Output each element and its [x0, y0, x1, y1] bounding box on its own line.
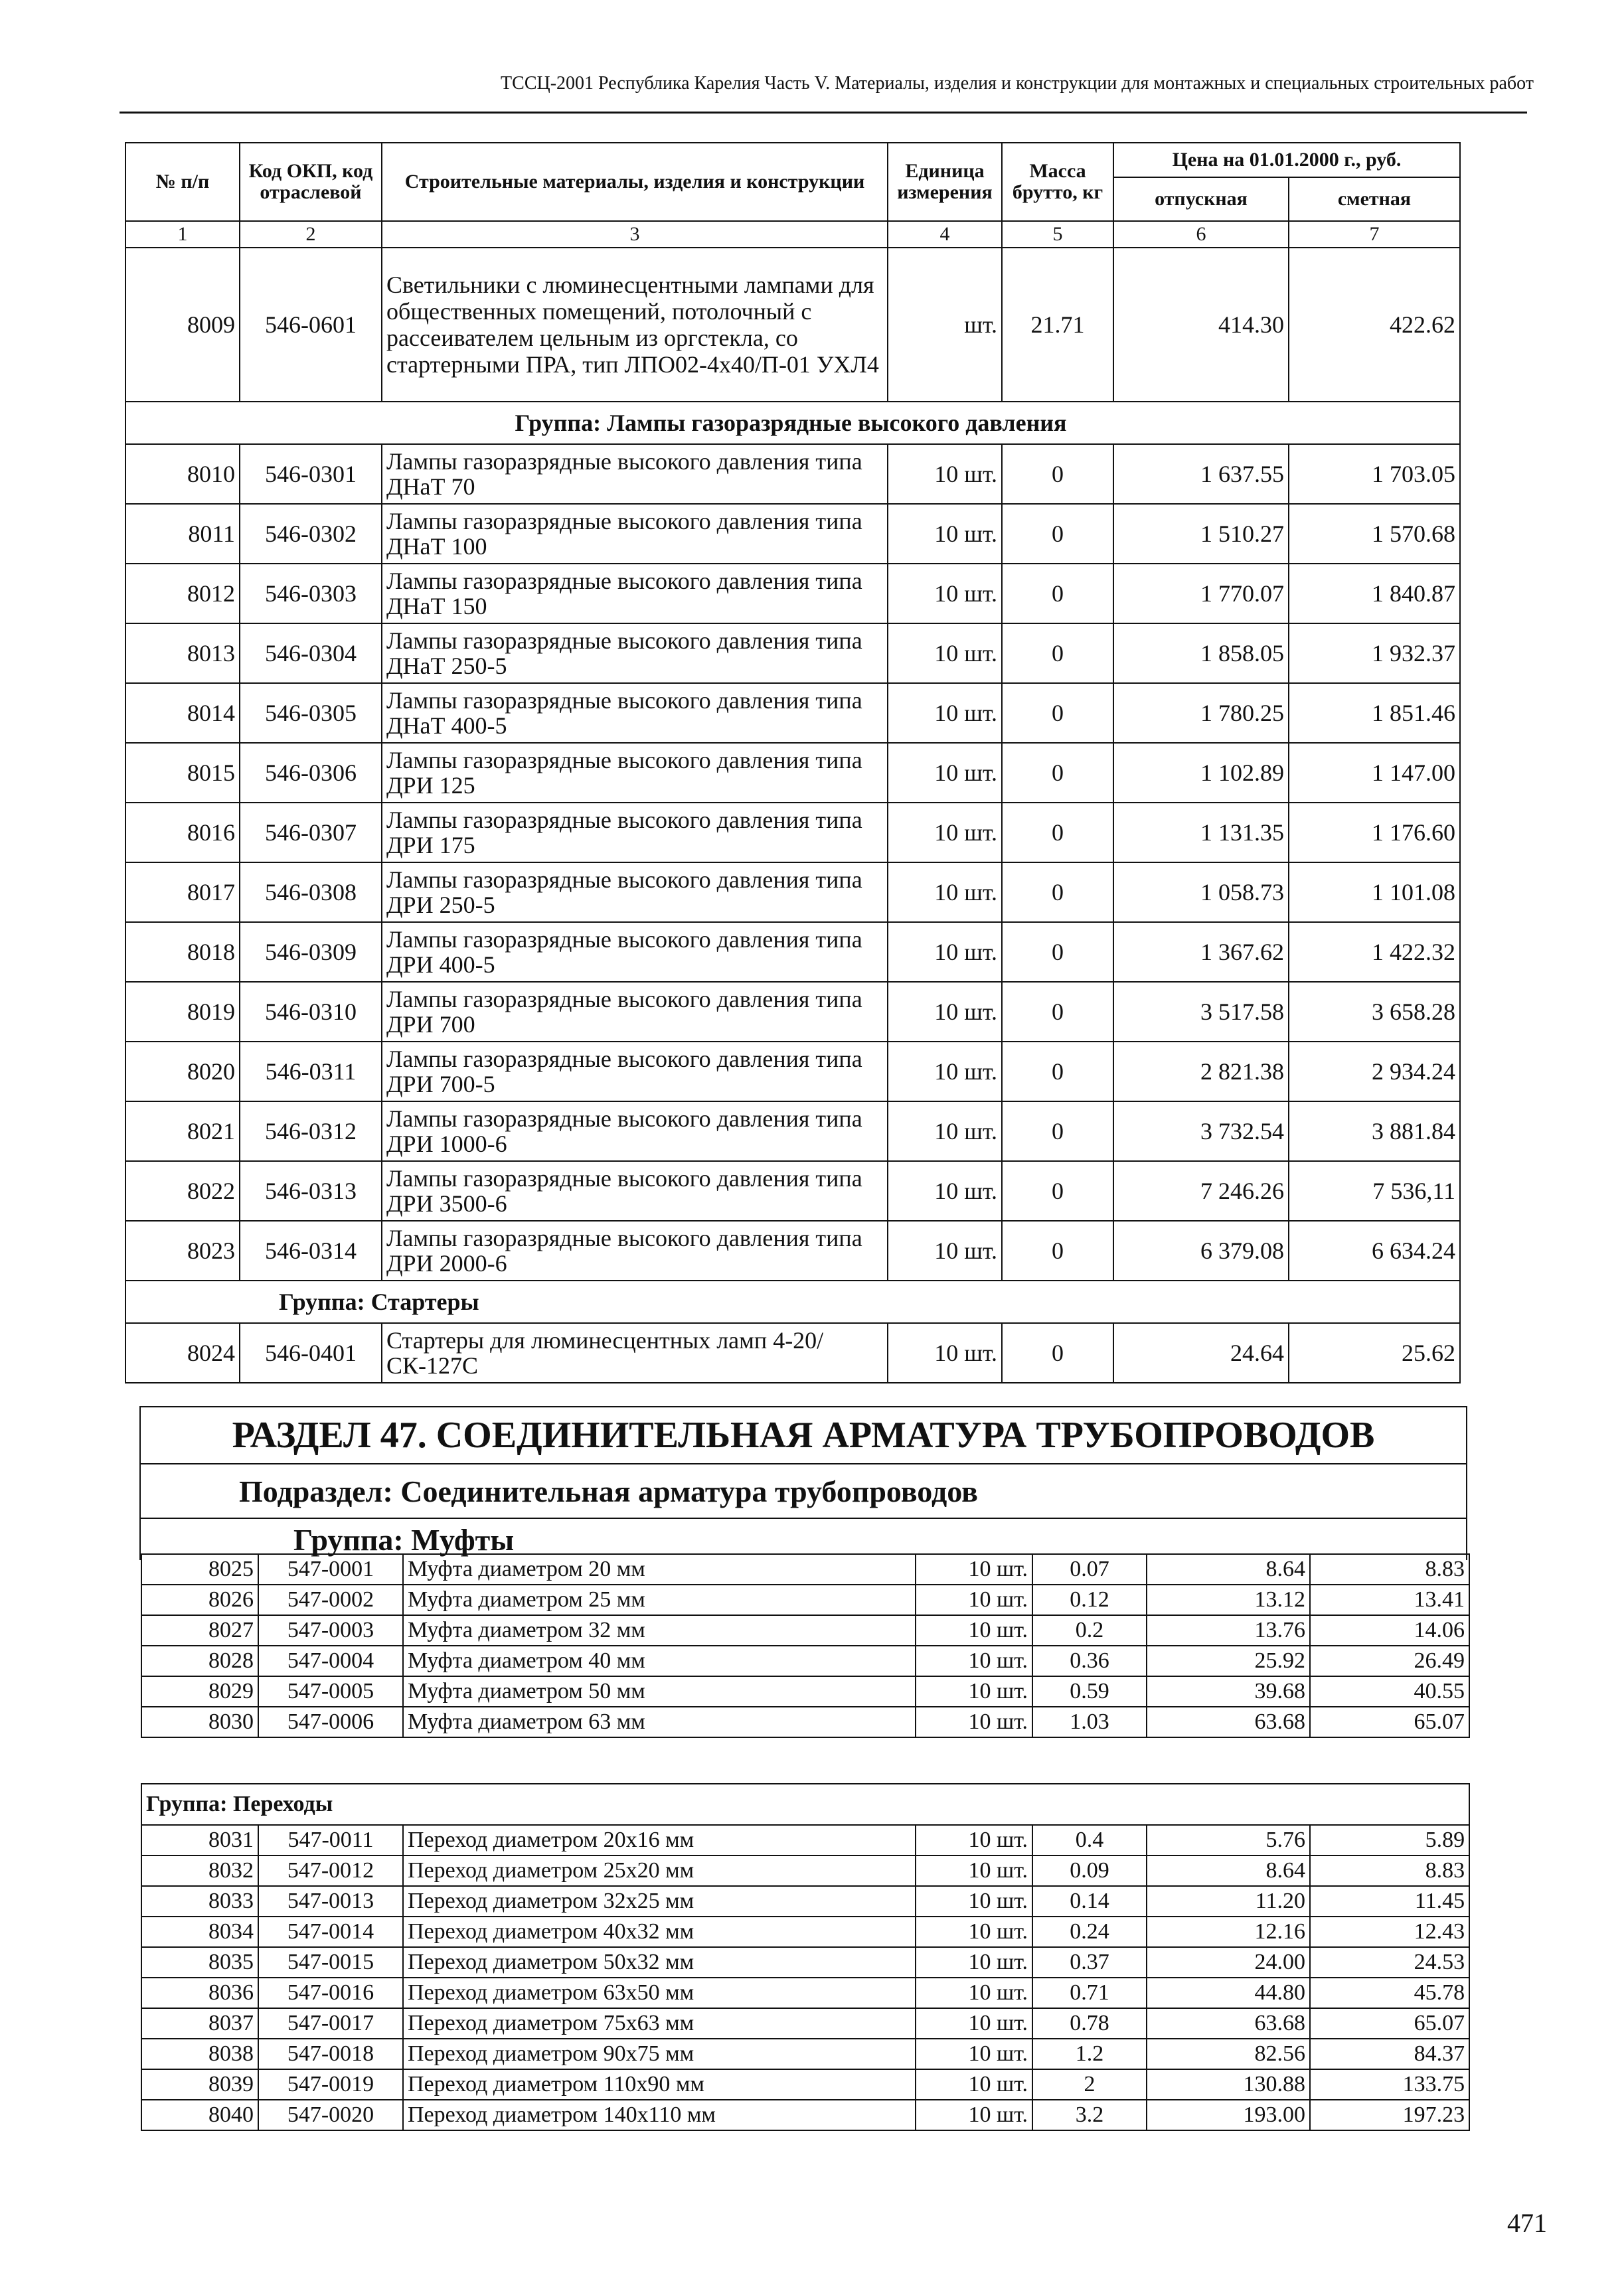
row-price-sale: 1 770.07	[1113, 564, 1289, 623]
row-code: 546-0306	[240, 743, 382, 803]
col-header-no: № п/п	[125, 143, 240, 221]
row-unit: 10 шт.	[888, 683, 1002, 743]
row-price-sale: 44.80	[1147, 1978, 1310, 2008]
table-row	[125, 683, 1460, 743]
subsection-title: Подраздел: Соединительная арматура трубопроводов	[140, 1464, 1467, 1518]
table-row	[141, 2100, 1469, 2130]
row-mass: 0.37	[1032, 1947, 1147, 1978]
col-number: 7	[1289, 221, 1460, 248]
row-price-sale: 5.76	[1147, 1825, 1310, 1855]
row-name: Переход диаметром 20х16 мм	[403, 1825, 916, 1855]
row-price-est: 45.78	[1310, 1978, 1469, 2008]
row-name: Лампы газоразрядные высокого давления типа ДРИ 250-5	[382, 862, 888, 922]
col-header-price: Цена на 01.01.2000 г., руб.	[1113, 143, 1460, 177]
row-unit: 10 шт.	[916, 1825, 1032, 1855]
row-no: 8012	[125, 564, 240, 623]
row-code: 546-0304	[240, 623, 382, 683]
row-no: 8009	[125, 248, 240, 402]
row-unit: 10 шт.	[888, 982, 1002, 1042]
row-price-sale: 1 367.62	[1113, 922, 1289, 982]
row-mass: 0	[1002, 683, 1113, 743]
row-price-sale: 24.64	[1113, 1323, 1289, 1383]
section-title: РАЗДЕЛ 47. СОЕДИНИТЕЛЬНАЯ АРМАТУРА ТРУБОПРОВОДОВ	[140, 1407, 1467, 1464]
row-code: 546-0305	[240, 683, 382, 743]
row-price-est: 2 934.24	[1289, 1042, 1460, 1101]
row-no: 8038	[141, 2039, 258, 2069]
row-code: 546-0601	[240, 248, 382, 402]
row-name: Светильники с люминесцентными лампами для общественных помещений, потолочный с рассеивателем цельным из оргстекла, со стартерными ПРА, тип ЛПО02-4х40/П-01 УХЛ4	[382, 248, 888, 402]
row-code: 546-0313	[240, 1161, 382, 1221]
row-name: Переход диаметром 50х32 мм	[403, 1947, 916, 1978]
table-row	[125, 803, 1460, 862]
row-price-est: 1 703.05	[1289, 444, 1460, 504]
row-mass: 0	[1002, 623, 1113, 683]
col-header-okp: Код ОКП, код отраслевой	[240, 143, 382, 221]
row-code: 547-0012	[258, 1855, 403, 1886]
row-code: 547-0006	[258, 1707, 403, 1737]
row-unit: 10 шт.	[916, 1707, 1032, 1737]
row-name: Муфта диаметром 20 мм	[403, 1554, 916, 1585]
row-name: Лампы газоразрядные высокого давления типа ДРИ 125	[382, 743, 888, 803]
row-unit: 10 шт.	[888, 1042, 1002, 1101]
row-mass: 0.12	[1032, 1585, 1147, 1615]
row-code: 547-0011	[258, 1825, 403, 1855]
row-code: 547-0014	[258, 1917, 403, 1947]
row-unit: 10 шт.	[888, 1161, 1002, 1221]
table-row	[141, 1554, 1469, 1585]
row-name: Переход диаметром 90х75 мм	[403, 2039, 916, 2069]
row-price-est: 133.75	[1310, 2069, 1469, 2100]
row-code: 547-0019	[258, 2069, 403, 2100]
row-price-est: 8.83	[1310, 1554, 1469, 1585]
row-name: Переход диаметром 32х25 мм	[403, 1886, 916, 1917]
table-row	[125, 1323, 1460, 1383]
row-price-sale: 12.16	[1147, 1917, 1310, 1947]
row-mass: 0	[1002, 1161, 1113, 1221]
row-price-est: 1 101.08	[1289, 862, 1460, 922]
row-mass: 0	[1002, 1323, 1113, 1383]
row-price-est: 40.55	[1310, 1676, 1469, 1707]
row-name: Переход диаметром 63х50 мм	[403, 1978, 916, 2008]
row-no: 8040	[141, 2100, 258, 2130]
row-price-sale: 1 858.05	[1113, 623, 1289, 683]
row-no: 8028	[141, 1646, 258, 1676]
row-mass: 0.36	[1032, 1646, 1147, 1676]
row-no: 8029	[141, 1676, 258, 1707]
row-no: 8039	[141, 2069, 258, 2100]
row-name: Переход диаметром 75х63 мм	[403, 2008, 916, 2039]
row-name: Переход диаметром 110х90 мм	[403, 2069, 916, 2100]
row-price-sale: 7 246.26	[1113, 1161, 1289, 1221]
table-row	[141, 1917, 1469, 1947]
row-unit: 10 шт.	[916, 1947, 1032, 1978]
col-number: 3	[382, 221, 888, 248]
row-unit: 10 шт.	[916, 1855, 1032, 1886]
row-code: 547-0018	[258, 2039, 403, 2069]
row-price-est: 7 536,11	[1289, 1161, 1460, 1221]
row-price-sale: 24.00	[1147, 1947, 1310, 1978]
row-no: 8014	[125, 683, 240, 743]
row-no: 8016	[125, 803, 240, 862]
row-unit: 10 шт.	[888, 922, 1002, 982]
table-row	[141, 1615, 1469, 1646]
row-price-sale: 3 517.58	[1113, 982, 1289, 1042]
price-table-reducers	[141, 1783, 1470, 2131]
row-name: Лампы газоразрядные высокого давления типа ДНаТ 100	[382, 504, 888, 564]
row-name: Лампы газоразрядные высокого давления типа ДРИ 3500-6	[382, 1161, 888, 1221]
row-price-sale: 25.92	[1147, 1646, 1310, 1676]
row-mass: 0.09	[1032, 1855, 1147, 1886]
row-mass: 0	[1002, 803, 1113, 862]
row-price-sale: 3 732.54	[1113, 1101, 1289, 1161]
row-no: 8030	[141, 1707, 258, 1737]
row-no: 8020	[125, 1042, 240, 1101]
row-price-est: 84.37	[1310, 2039, 1469, 2069]
table-row	[125, 248, 1460, 402]
col-number: 4	[888, 221, 1002, 248]
row-unit: 10 шт.	[916, 1676, 1032, 1707]
col-header-mass: Масса брутто, кг	[1002, 143, 1113, 221]
table-row	[125, 743, 1460, 803]
row-mass: 0	[1002, 1042, 1113, 1101]
row-price-sale: 1 058.73	[1113, 862, 1289, 922]
row-mass: 1.2	[1032, 2039, 1147, 2069]
row-mass: 3.2	[1032, 2100, 1147, 2130]
row-mass: 1.03	[1032, 1707, 1147, 1737]
row-price-sale: 6 379.08	[1113, 1221, 1289, 1281]
row-name: Лампы газоразрядные высокого давления типа ДРИ 175	[382, 803, 888, 862]
price-table-lamps	[125, 142, 1461, 1383]
row-unit: 10 шт.	[888, 444, 1002, 504]
row-price-est: 1 851.46	[1289, 683, 1460, 743]
row-code: 546-0308	[240, 862, 382, 922]
row-price-est: 1 932.37	[1289, 623, 1460, 683]
table-row	[125, 1221, 1460, 1281]
row-name: Лампы газоразрядные высокого давления типа ДРИ 700	[382, 982, 888, 1042]
row-price-sale: 13.76	[1147, 1615, 1310, 1646]
row-price-est: 26.49	[1310, 1646, 1469, 1676]
row-mass: 21.71	[1002, 248, 1113, 402]
row-unit: 10 шт.	[888, 862, 1002, 922]
row-code: 547-0016	[258, 1978, 403, 2008]
page-number: 471	[1507, 2208, 1547, 2238]
row-price-sale: 39.68	[1147, 1676, 1310, 1707]
table-row	[141, 2039, 1469, 2069]
group-row	[141, 1784, 1469, 1825]
row-no: 8010	[125, 444, 240, 504]
row-price-est: 11.45	[1310, 1886, 1469, 1917]
row-price-sale: 63.68	[1147, 1707, 1310, 1737]
row-no: 8027	[141, 1615, 258, 1646]
row-no: 8024	[125, 1323, 240, 1383]
row-code: 546-0301	[240, 444, 382, 504]
row-code: 546-0312	[240, 1101, 382, 1161]
row-mass: 0	[1002, 1101, 1113, 1161]
row-mass: 0.24	[1032, 1917, 1147, 1947]
row-mass: 0	[1002, 922, 1113, 982]
row-mass: 0	[1002, 982, 1113, 1042]
row-name: Муфта диаметром 63 мм	[403, 1707, 916, 1737]
row-price-sale: 8.64	[1147, 1855, 1310, 1886]
section-headings	[139, 1406, 1467, 1560]
col-header-price-sale: отпускная	[1113, 177, 1289, 221]
row-mass: 0.71	[1032, 1978, 1147, 2008]
row-price-est: 65.07	[1310, 2008, 1469, 2039]
row-unit: 10 шт.	[888, 743, 1002, 803]
row-price-est: 24.53	[1310, 1947, 1469, 1978]
row-name: Лампы газоразрядные высокого давления типа ДРИ 700-5	[382, 1042, 888, 1101]
table-row	[141, 1825, 1469, 1855]
row-price-sale: 1 131.35	[1113, 803, 1289, 862]
row-price-sale: 82.56	[1147, 2039, 1310, 2069]
row-unit: 10 шт.	[888, 504, 1002, 564]
table-row	[141, 1886, 1469, 1917]
table-row	[125, 982, 1460, 1042]
table-row	[125, 1161, 1460, 1221]
row-code: 547-0004	[258, 1646, 403, 1676]
row-price-est: 65.07	[1310, 1707, 1469, 1737]
table-row	[141, 2008, 1469, 2039]
table-row	[125, 504, 1460, 564]
row-mass: 0	[1002, 862, 1113, 922]
row-code: 546-0311	[240, 1042, 382, 1101]
table-row	[141, 2069, 1469, 2100]
row-price-sale: 8.64	[1147, 1554, 1310, 1585]
row-price-est: 422.62	[1289, 248, 1460, 402]
row-price-est: 13.41	[1310, 1585, 1469, 1615]
row-name: Муфта диаметром 50 мм	[403, 1676, 916, 1707]
row-code: 546-0309	[240, 922, 382, 982]
group-row	[125, 402, 1460, 444]
row-mass: 0	[1002, 564, 1113, 623]
row-no: 8037	[141, 2008, 258, 2039]
col-header-unit: Единица измерения	[888, 143, 1002, 221]
table-row	[125, 623, 1460, 683]
row-name: Лампы газоразрядные высокого давления типа ДНаТ 150	[382, 564, 888, 623]
row-code: 546-0310	[240, 982, 382, 1042]
row-code: 547-0017	[258, 2008, 403, 2039]
row-no: 8019	[125, 982, 240, 1042]
row-unit: 10 шт.	[916, 1886, 1032, 1917]
row-code: 547-0001	[258, 1554, 403, 1585]
row-price-est: 25.62	[1289, 1323, 1460, 1383]
table-row	[141, 1855, 1469, 1886]
row-unit: 10 шт.	[888, 1323, 1002, 1383]
row-name: Лампы газоразрядные высокого давления типа ДНаТ 250-5	[382, 623, 888, 683]
group-row	[125, 1281, 1460, 1323]
price-table-couplings	[141, 1553, 1470, 1738]
row-price-est: 1 422.32	[1289, 922, 1460, 982]
row-name: Лампы газоразрядные высокого давления типа ДНаТ 70	[382, 444, 888, 504]
row-no: 8025	[141, 1554, 258, 1585]
row-mass: 0.14	[1032, 1886, 1147, 1917]
row-no: 8031	[141, 1825, 258, 1855]
row-no: 8032	[141, 1855, 258, 1886]
row-code: 546-0302	[240, 504, 382, 564]
row-no: 8026	[141, 1585, 258, 1615]
row-unit: 10 шт.	[916, 1585, 1032, 1615]
row-code: 547-0002	[258, 1585, 403, 1615]
row-no: 8034	[141, 1917, 258, 1947]
row-no: 8013	[125, 623, 240, 683]
col-number: 5	[1002, 221, 1113, 248]
running-header: ТССЦ-2001 Республика Карелия Часть V. Материалы, изделия и конструкции для монтажных и специальных строительных работ	[501, 73, 1534, 94]
row-unit: 10 шт.	[888, 803, 1002, 862]
row-price-sale: 1 780.25	[1113, 683, 1289, 743]
row-no: 8021	[125, 1101, 240, 1161]
row-unit: 10 шт.	[916, 1554, 1032, 1585]
row-unit: 10 шт.	[916, 2039, 1032, 2069]
row-code: 547-0005	[258, 1676, 403, 1707]
row-price-sale: 414.30	[1113, 248, 1289, 402]
row-price-sale: 1 510.27	[1113, 504, 1289, 564]
row-no: 8022	[125, 1161, 240, 1221]
row-name: Переход диаметром 40х32 мм	[403, 1917, 916, 1947]
row-name: Лампы газоразрядные высокого давления типа ДРИ 2000-6	[382, 1221, 888, 1281]
row-name: Муфта диаметром 32 мм	[403, 1615, 916, 1646]
row-unit: 10 шт.	[916, 2069, 1032, 2100]
row-unit: 10 шт.	[916, 1917, 1032, 1947]
row-code: 547-0013	[258, 1886, 403, 1917]
row-price-sale: 11.20	[1147, 1886, 1310, 1917]
row-no: 8023	[125, 1221, 240, 1281]
row-no: 8017	[125, 862, 240, 922]
table-row	[141, 1646, 1469, 1676]
row-mass: 0	[1002, 1221, 1113, 1281]
row-code: 546-0314	[240, 1221, 382, 1281]
row-name: Муфта диаметром 25 мм	[403, 1585, 916, 1615]
row-no: 8035	[141, 1947, 258, 1978]
col-number: 2	[240, 221, 382, 248]
group-title-starters: Группа: Стартеры	[125, 1281, 1460, 1323]
row-no: 8011	[125, 504, 240, 564]
row-price-sale: 63.68	[1147, 2008, 1310, 2039]
row-price-sale: 193.00	[1147, 2100, 1310, 2130]
row-mass: 0	[1002, 504, 1113, 564]
col-number: 6	[1113, 221, 1289, 248]
row-mass: 0.59	[1032, 1676, 1147, 1707]
table-row	[125, 1042, 1460, 1101]
row-unit: 10 шт.	[888, 1221, 1002, 1281]
table-row	[125, 922, 1460, 982]
row-name: Стартеры для люминесцентных ламп 4-20/СК-127С	[382, 1323, 888, 1383]
row-code: 546-0401	[240, 1323, 382, 1383]
row-unit: 10 шт.	[916, 1646, 1032, 1676]
row-price-sale: 13.12	[1147, 1585, 1310, 1615]
table-row	[141, 1585, 1469, 1615]
row-no: 8015	[125, 743, 240, 803]
row-mass: 0	[1002, 444, 1113, 504]
row-unit: шт.	[888, 248, 1002, 402]
group-title-lamps: Группа: Лампы газоразрядные высокого давления	[125, 402, 1460, 444]
row-unit: 10 шт.	[888, 1101, 1002, 1161]
row-no: 8033	[141, 1886, 258, 1917]
table-row	[125, 862, 1460, 922]
row-price-sale: 2 821.38	[1113, 1042, 1289, 1101]
row-name: Переход диаметром 25х20 мм	[403, 1855, 916, 1886]
row-no: 8018	[125, 922, 240, 982]
col-number: 1	[125, 221, 240, 248]
row-name: Лампы газоразрядные высокого давления типа ДРИ 400-5	[382, 922, 888, 982]
row-unit: 10 шт.	[916, 2008, 1032, 2039]
row-mass: 2	[1032, 2069, 1147, 2100]
row-price-est: 197.23	[1310, 2100, 1469, 2130]
row-price-est: 12.43	[1310, 1917, 1469, 1947]
row-unit: 10 шт.	[916, 2100, 1032, 2130]
header-rule	[120, 112, 1527, 114]
row-price-est: 14.06	[1310, 1615, 1469, 1646]
column-number-row	[125, 221, 1460, 248]
row-mass: 0.4	[1032, 1825, 1147, 1855]
row-price-est: 3 881.84	[1289, 1101, 1460, 1161]
col-header-name: Строительные материалы, изделия и конструкции	[382, 143, 888, 221]
row-price-sale: 1 637.55	[1113, 444, 1289, 504]
row-name: Переход диаметром 140х110 мм	[403, 2100, 916, 2130]
row-price-est: 1 176.60	[1289, 803, 1460, 862]
row-name: Лампы газоразрядные высокого давления типа ДРИ 1000-6	[382, 1101, 888, 1161]
table-row	[141, 1978, 1469, 2008]
group-title-reducers: Группа: Переходы	[141, 1784, 1469, 1825]
row-price-est: 6 634.24	[1289, 1221, 1460, 1281]
row-price-sale: 1 102.89	[1113, 743, 1289, 803]
row-unit: 10 шт.	[916, 1978, 1032, 2008]
row-unit: 10 шт.	[916, 1615, 1032, 1646]
row-price-est: 1 570.68	[1289, 504, 1460, 564]
row-mass: 0	[1002, 743, 1113, 803]
row-mass: 0.78	[1032, 2008, 1147, 2039]
row-price-est: 8.83	[1310, 1855, 1469, 1886]
row-price-est: 3 658.28	[1289, 982, 1460, 1042]
row-price-est: 1 840.87	[1289, 564, 1460, 623]
row-code: 547-0015	[258, 1947, 403, 1978]
table-row	[141, 1676, 1469, 1707]
row-name: Муфта диаметром 40 мм	[403, 1646, 916, 1676]
table-row	[125, 1101, 1460, 1161]
table-row	[125, 444, 1460, 504]
row-code: 546-0307	[240, 803, 382, 862]
row-code: 546-0303	[240, 564, 382, 623]
table-row	[125, 564, 1460, 623]
row-mass: 0.2	[1032, 1615, 1147, 1646]
row-price-est: 5.89	[1310, 1825, 1469, 1855]
row-unit: 10 шт.	[888, 623, 1002, 683]
row-name: Лампы газоразрядные высокого давления типа ДНаТ 400-5	[382, 683, 888, 743]
row-unit: 10 шт.	[888, 564, 1002, 623]
row-code: 547-0003	[258, 1615, 403, 1646]
row-code: 547-0020	[258, 2100, 403, 2130]
group-title-couplings: Группа: Муфты	[140, 1518, 1467, 1560]
row-price-est: 1 147.00	[1289, 743, 1460, 803]
row-price-sale: 130.88	[1147, 2069, 1310, 2100]
row-no: 8036	[141, 1978, 258, 2008]
table-row	[141, 1707, 1469, 1737]
table-row	[141, 1947, 1469, 1978]
col-header-price-est: сметная	[1289, 177, 1460, 221]
row-mass: 0.07	[1032, 1554, 1147, 1585]
